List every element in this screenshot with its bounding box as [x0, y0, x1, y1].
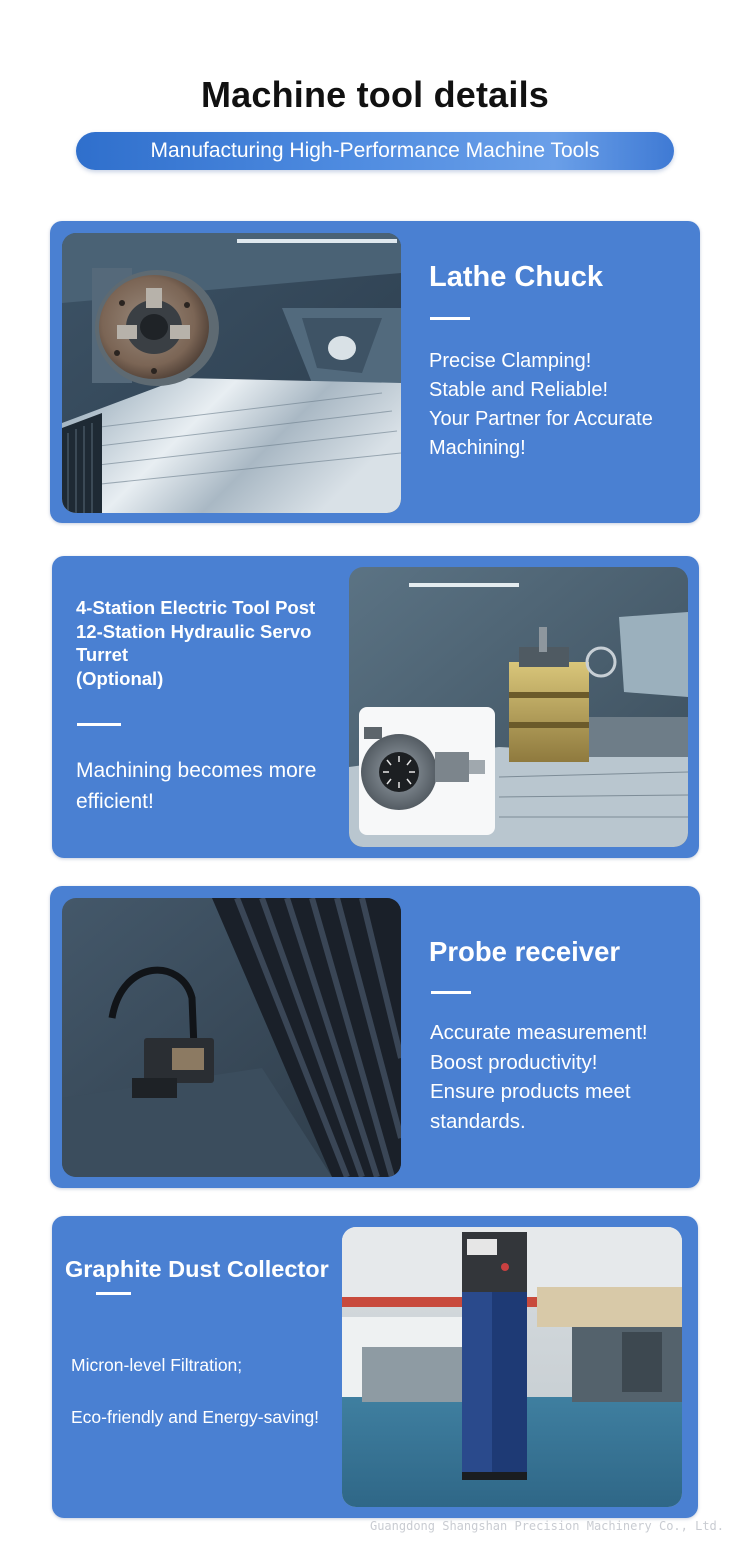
probe-receiver-photo: [62, 898, 401, 1177]
description-line: Machining!: [429, 437, 526, 459]
feature-heading: Probe receiver: [429, 936, 621, 967]
feature-card-dust-collector: [52, 1216, 698, 1518]
description-line: Eco-friendly and Energy-saving!: [71, 1407, 320, 1427]
heading-divider: [77, 723, 121, 726]
feature-description: [71, 1352, 319, 1430]
lathe-chuck-photo: [62, 233, 401, 513]
feature-description: [430, 1018, 648, 1136]
dust-collector-photo: [342, 1227, 682, 1507]
page-title: Machine tool details: [200, 74, 550, 115]
heading-divider: [96, 1292, 131, 1295]
feature-heading: [76, 596, 346, 690]
feature-heading: Lathe Chuck: [429, 261, 604, 293]
subtitle-banner: Manufacturing High-Performance Machine Tools: [76, 132, 674, 170]
heading-line: Turret: [76, 644, 129, 665]
description-line: Accurate measurement!: [430, 1021, 648, 1044]
heading-line: 4-Station Electric Tool Post: [76, 597, 316, 618]
heading-divider: [430, 317, 470, 320]
feature-description: [429, 347, 653, 463]
company-watermark: Guangdong Shangshan Precision Machinery Co., Ltd.: [369, 1519, 724, 1533]
description-line: standards.: [430, 1109, 526, 1133]
description-line: Stable and Reliable!: [429, 379, 609, 401]
description-line: Ensure products meet: [430, 1080, 631, 1103]
feature-card-probe-receiver: [50, 886, 700, 1188]
description-line: Precise Clamping!: [429, 350, 592, 372]
feature-card-tool-post: [52, 556, 699, 858]
description-line: efficient!: [76, 790, 154, 813]
tool-post-photo: [349, 567, 688, 847]
heading-line: (Optional): [76, 667, 164, 689]
description-line: Machining becomes more: [76, 759, 317, 782]
feature-heading: Graphite Dust Collector: [65, 1256, 329, 1282]
description-line: Boost productivity!: [430, 1050, 598, 1074]
feature-description: [76, 755, 316, 817]
feature-card-lathe-chuck: [50, 221, 700, 523]
description-line: Your Partner for Accurate: [429, 408, 653, 430]
heading-line: 12-Station Hydraulic Servo: [76, 620, 312, 642]
description-line: Micron-level Filtration;: [71, 1355, 243, 1375]
heading-divider: [431, 991, 471, 994]
